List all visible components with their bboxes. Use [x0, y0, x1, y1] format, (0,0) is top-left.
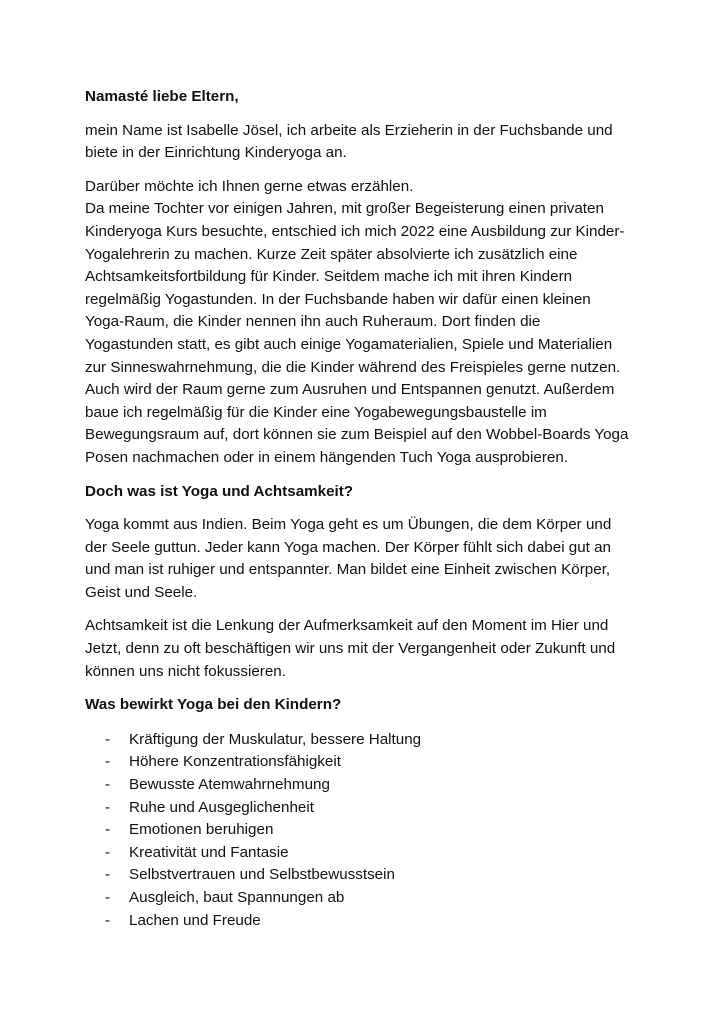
list-item-text: Ruhe und Ausgeglichenheit	[129, 798, 314, 816]
list-item	[85, 887, 645, 910]
intro-paragraph	[85, 120, 645, 165]
yoga-heading: Doch was ist Yoga und Achtsamkeit?	[85, 482, 354, 500]
text-line: Yogastunden statt, es gibt auch einige Yogamaterialien, Spiele und Materialien	[85, 335, 613, 353]
bullet-dash: -	[105, 798, 111, 816]
list-item-text: Kreativität und Fantasie	[129, 843, 289, 861]
document-page	[85, 86, 645, 932]
text-line: Achtsamkeit ist die Lenkung der Aufmerksamkeit auf den Moment im Hier und	[85, 617, 609, 635]
effects-list	[85, 729, 645, 932]
text-line: Yogalehrerin zu machen. Kurze Zeit später absolvierte ich zusätzlich eine	[85, 245, 578, 263]
text-line: biete in der Einrichtung Kinderyoga an.	[85, 144, 347, 162]
yoga-paragraph	[85, 514, 645, 604]
list-item	[85, 819, 645, 842]
effects-heading: Was bewirkt Yoga bei den Kindern?	[85, 696, 342, 714]
text-line: und man ist ruhiger und entspannter. Man bildet eine Einheit zwischen Körper,	[85, 561, 611, 579]
bullet-dash: -	[105, 730, 111, 748]
list-item	[85, 797, 645, 820]
bullet-dash: -	[105, 866, 111, 884]
bullet-dash: -	[105, 753, 111, 771]
bullet-dash: -	[105, 889, 111, 906]
text-line: Auch wird der Raum gerne zum Ausruhen und Entspannen genutzt. Außerdem	[85, 381, 615, 399]
list-item-text: Bewusste Atemwahrnehmung	[129, 776, 330, 794]
text-line: Bewegungsraum auf, dort können sie zum Beispiel auf den Wobbel-Boards Yoga	[85, 426, 629, 444]
list-item	[85, 864, 645, 887]
text-line: Geist und Seele.	[85, 583, 198, 601]
text-line: Yoga kommt aus Indien. Beim Yoga geht es um Übungen, die dem Körper und	[85, 516, 612, 534]
text-line: Yoga-Raum, die Kinder nennen ihn auch Ruheraum. Dort finden die	[85, 313, 541, 331]
text-line: Jetzt, denn zu oft beschäftigen wir uns mit der Vergangenheit oder Zukunft und	[85, 640, 616, 658]
list-item	[85, 729, 645, 752]
text-line: baue ich regelmäßig für die Kinder eine Yogabewegungsbaustelle im	[85, 403, 547, 421]
bullet-dash: -	[105, 821, 111, 839]
list-item-text: Ausgleich, baut Spannungen ab	[129, 889, 345, 906]
bullet-dash: -	[105, 843, 111, 861]
text-line: mein Name ist Isabelle Jösel, ich arbeite als Erzieherin in der Fuchsbande und	[85, 121, 613, 139]
story-paragraph	[85, 176, 645, 470]
greeting-heading: Namasté liebe Eltern,	[85, 88, 239, 105]
list-item-text: Emotionen beruhigen	[129, 821, 274, 839]
list-item	[85, 910, 645, 933]
text-line: regelmäßig Yogastunden. In der Fuchsbande haben wir dafür einen kleinen	[85, 290, 591, 308]
text-line: Da meine Tochter vor einigen Jahren, mit großer Begeisterung einen privaten	[85, 200, 604, 218]
list-item	[85, 774, 645, 797]
bullet-dash: -	[105, 911, 111, 929]
bullet-dash: -	[105, 776, 111, 794]
list-item-text: Selbstvertrauen und Selbstbewusstsein	[129, 866, 395, 884]
text-line: Achtsamkeitsfortbildung für Kinder. Seitdem mache ich mit ihren Kindern	[85, 268, 573, 286]
text-line: Posen nachmachen oder in einem hängenden Tuch Yoga ausprobieren.	[85, 448, 568, 466]
text-line: Darüber möchte ich Ihnen gerne etwas erzählen.	[85, 177, 414, 195]
text-line: der Seele guttun. Jeder kann Yoga machen. Der Körper fühlt sich dabei gut an	[85, 538, 612, 556]
text-line: zur Sinneswahrnehmung, die die Kinder während des Freispieles gerne nutzen.	[85, 358, 621, 376]
text-line: können uns nicht fokussieren.	[85, 662, 286, 680]
list-item-text: Lachen und Freude	[129, 911, 261, 929]
mindfulness-paragraph	[85, 615, 645, 683]
list-item	[85, 751, 645, 774]
list-item-text: Kräftigung der Muskulatur, bessere Haltung	[129, 730, 422, 748]
list-item	[85, 842, 645, 865]
text-line: Kinderyoga Kurs besuchte, entschied ich mich 2022 eine Ausbildung zur Kinder-	[85, 222, 625, 240]
list-item-text: Höhere Konzentrationsfähigkeit	[129, 753, 341, 771]
